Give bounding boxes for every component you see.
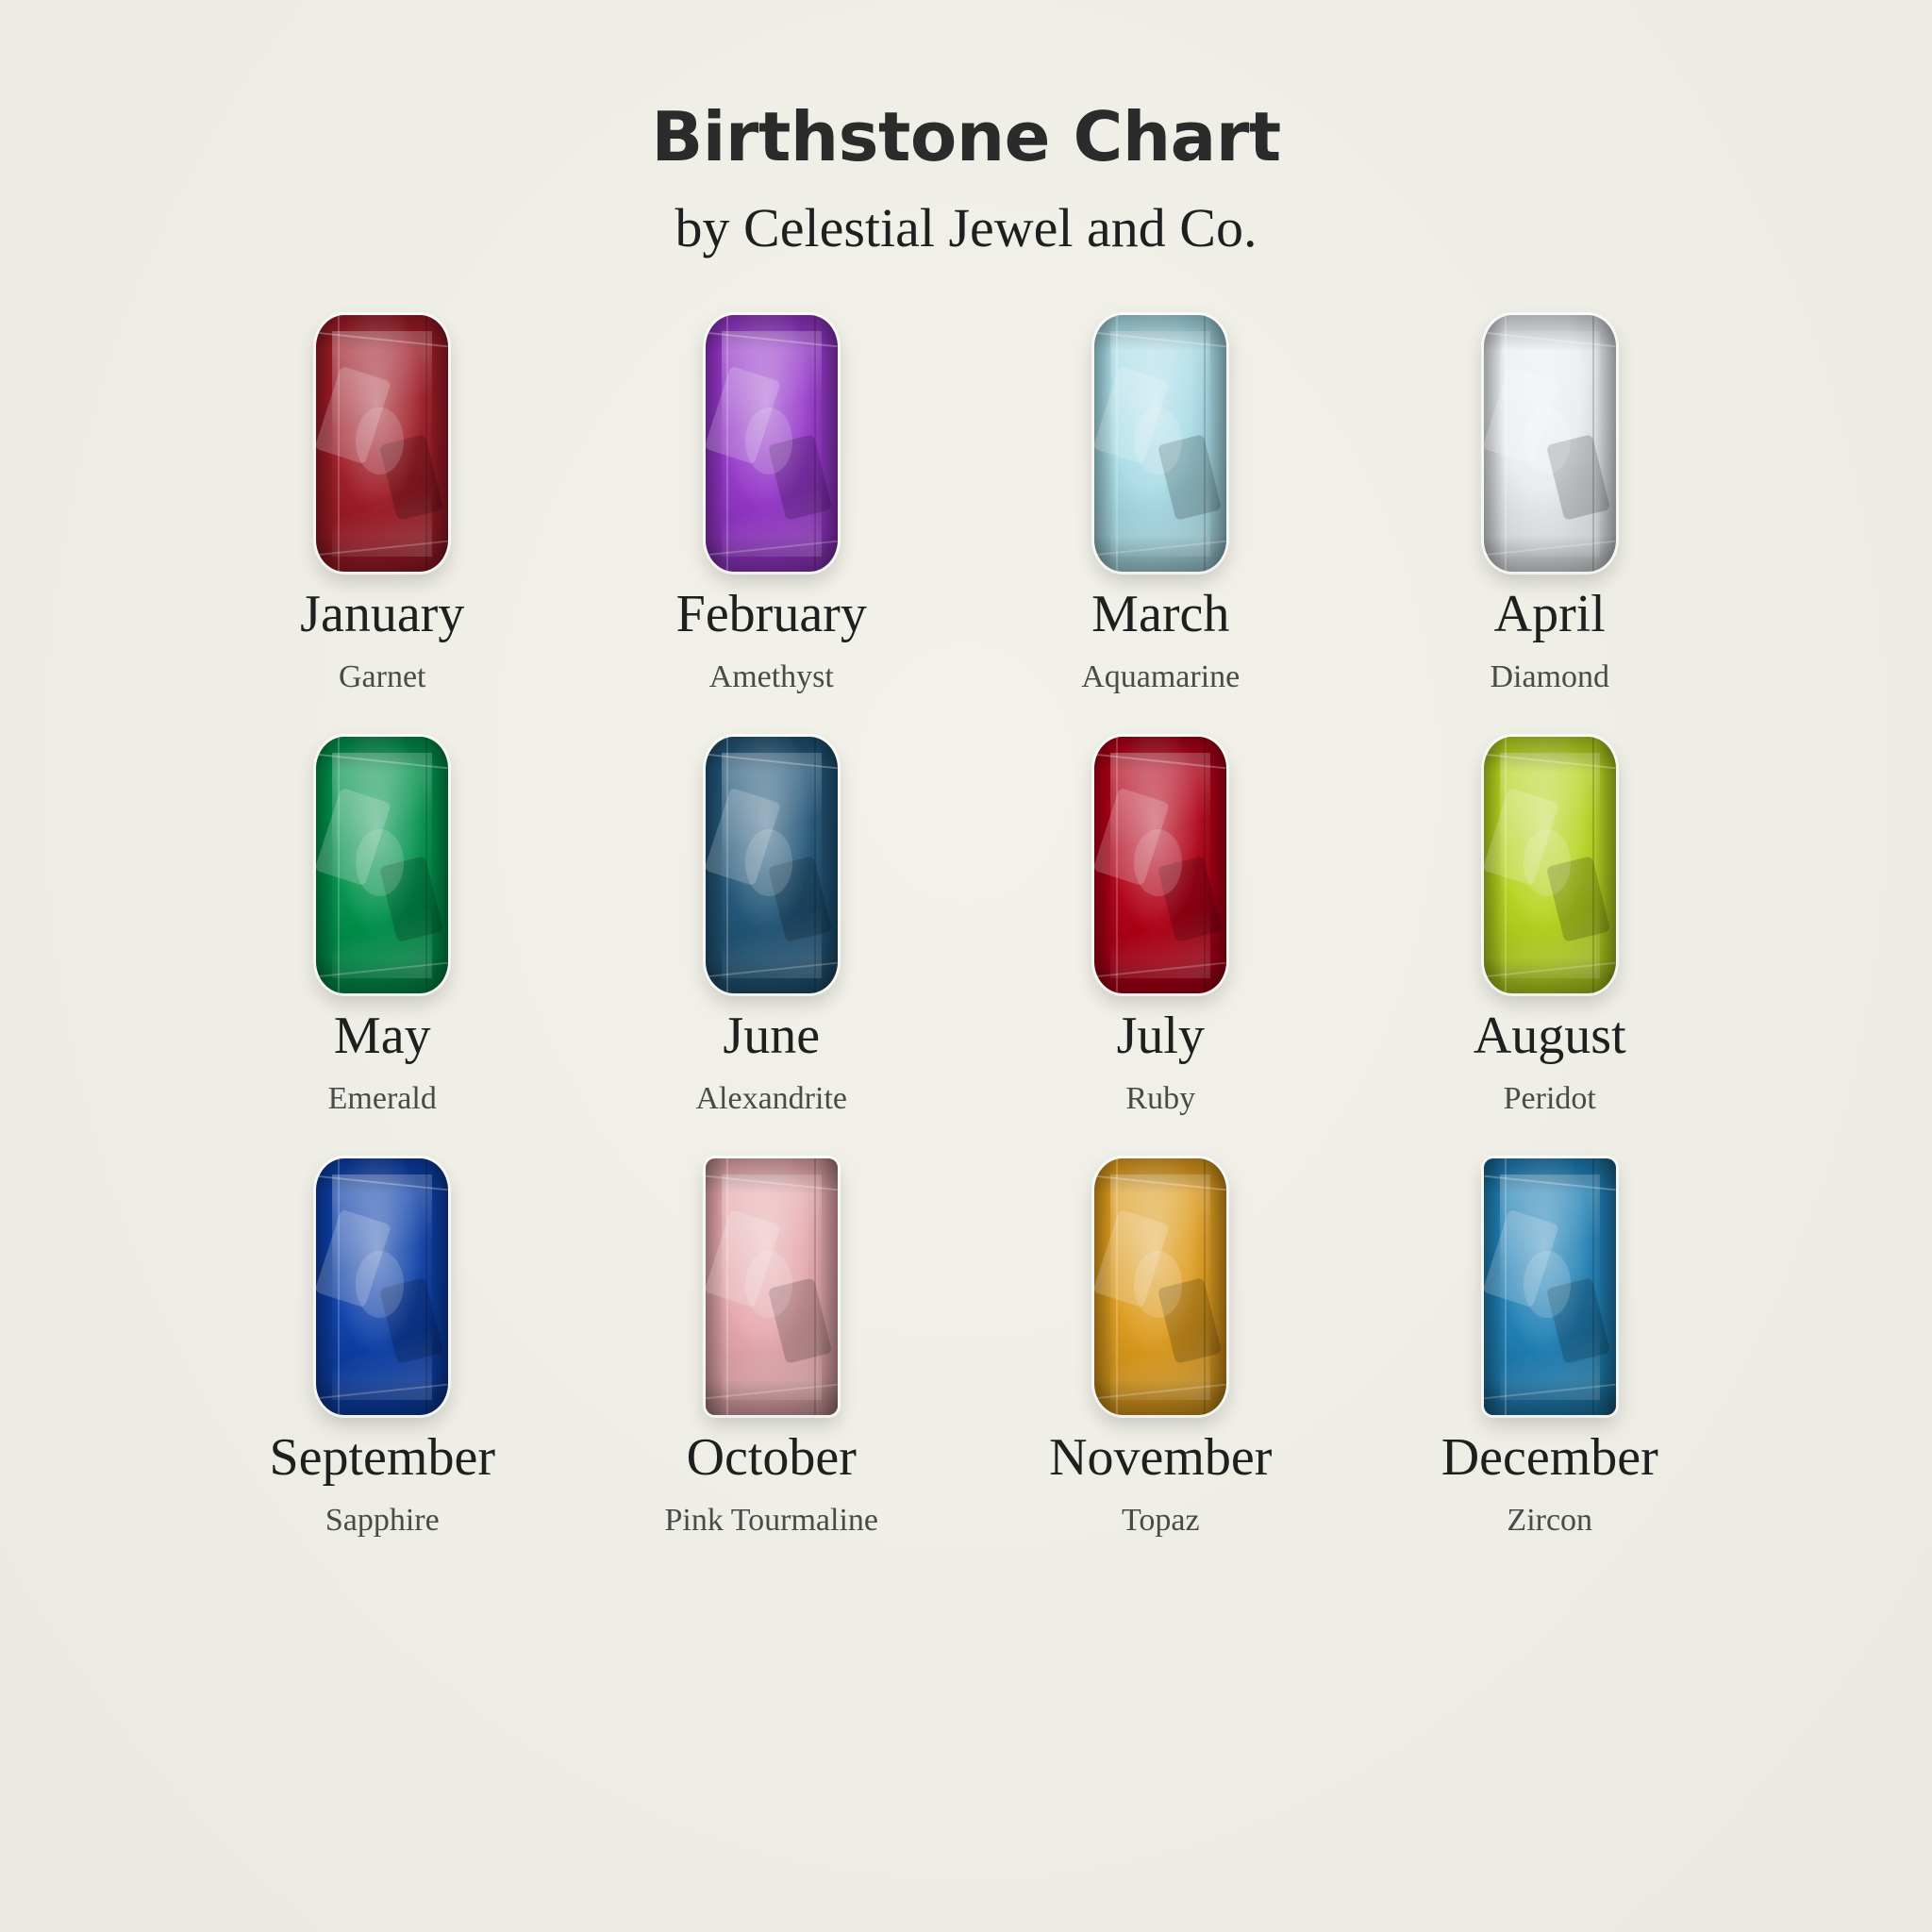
chart-header xyxy=(0,0,1932,258)
month-label: October xyxy=(686,1428,857,1488)
month-label: May xyxy=(333,1007,431,1066)
month-label: March xyxy=(1091,585,1230,644)
gem-facets-icon xyxy=(706,1158,838,1415)
stone-label: Aquamarine xyxy=(1081,658,1241,694)
gem-icon xyxy=(316,315,448,572)
gem-facets-icon xyxy=(316,1158,448,1415)
gem-image-wrap xyxy=(1094,728,1226,1002)
birthstone-cell xyxy=(188,1150,577,1538)
birthstone-cell xyxy=(1356,728,1745,1116)
birthstone-cell xyxy=(1356,1150,1745,1538)
birthstone-cell xyxy=(966,1150,1356,1538)
birthstone-cell xyxy=(577,728,967,1116)
gem-icon xyxy=(1094,315,1226,572)
month-label: August xyxy=(1473,1007,1626,1066)
gem-icon xyxy=(706,315,838,572)
gem-image-wrap xyxy=(316,728,448,1002)
stone-label: Sapphire xyxy=(325,1502,440,1538)
stone-label: Emerald xyxy=(327,1080,437,1116)
gem-facets-icon xyxy=(1484,1158,1616,1415)
stone-label: Pink Tourmaline xyxy=(664,1502,878,1538)
birthstone-cell xyxy=(188,307,577,694)
month-label: November xyxy=(1049,1428,1273,1488)
month-label: December xyxy=(1441,1428,1658,1488)
birthstone-cell xyxy=(1356,307,1745,694)
gem-icon xyxy=(1094,737,1226,993)
gem-facets-icon xyxy=(1094,737,1226,993)
page-title: Birthstone Chart xyxy=(651,97,1281,176)
birthstone-grid xyxy=(188,307,1744,1538)
gem-icon xyxy=(1484,315,1616,572)
gem-image-wrap xyxy=(1484,728,1616,1002)
stone-label: Alexandrite xyxy=(695,1080,847,1116)
gem-image-wrap xyxy=(1094,1150,1226,1424)
gem-facets-icon xyxy=(316,737,448,993)
gem-icon xyxy=(316,1158,448,1415)
month-label: April xyxy=(1493,585,1606,644)
gem-image-wrap xyxy=(1484,307,1616,580)
stone-label: Amethyst xyxy=(708,658,834,694)
gem-image-wrap xyxy=(316,1150,448,1424)
gem-icon xyxy=(706,1158,838,1415)
month-label: July xyxy=(1116,1007,1205,1066)
gem-facets-icon xyxy=(1094,1158,1226,1415)
gem-image-wrap xyxy=(706,307,838,580)
birthstone-cell xyxy=(188,728,577,1116)
month-label: June xyxy=(723,1007,821,1066)
stone-label: Diamond xyxy=(1490,658,1610,694)
gem-facets-icon xyxy=(1484,315,1616,572)
month-label: February xyxy=(675,585,867,644)
gem-facets-icon xyxy=(706,315,838,572)
stone-label: Ruby xyxy=(1125,1080,1196,1116)
month-label: January xyxy=(300,585,465,644)
birthstone-cell xyxy=(577,1150,967,1538)
month-label: September xyxy=(269,1428,495,1488)
gem-image-wrap xyxy=(1484,1150,1616,1424)
gem-icon xyxy=(706,737,838,993)
gem-image-wrap xyxy=(316,307,448,580)
birthstone-cell xyxy=(966,307,1356,694)
gem-image-wrap xyxy=(1094,307,1226,580)
stone-label: Zircon xyxy=(1507,1502,1593,1538)
gem-facets-icon xyxy=(706,737,838,993)
gem-icon xyxy=(1484,737,1616,993)
gem-facets-icon xyxy=(1094,315,1226,572)
birthstone-cell xyxy=(966,728,1356,1116)
gem-icon xyxy=(1484,1158,1616,1415)
gem-icon xyxy=(316,737,448,993)
gem-image-wrap xyxy=(706,1150,838,1424)
gem-icon xyxy=(1094,1158,1226,1415)
gem-facets-icon xyxy=(1484,737,1616,993)
stone-label: Garnet xyxy=(338,658,426,694)
page-subtitle: by Celestial Jewel and Co. xyxy=(675,196,1257,258)
birthstone-cell xyxy=(577,307,967,694)
stone-label: Peridot xyxy=(1503,1080,1596,1116)
gem-image-wrap xyxy=(706,728,838,1002)
gem-facets-icon xyxy=(316,315,448,572)
stone-label: Topaz xyxy=(1121,1502,1200,1538)
